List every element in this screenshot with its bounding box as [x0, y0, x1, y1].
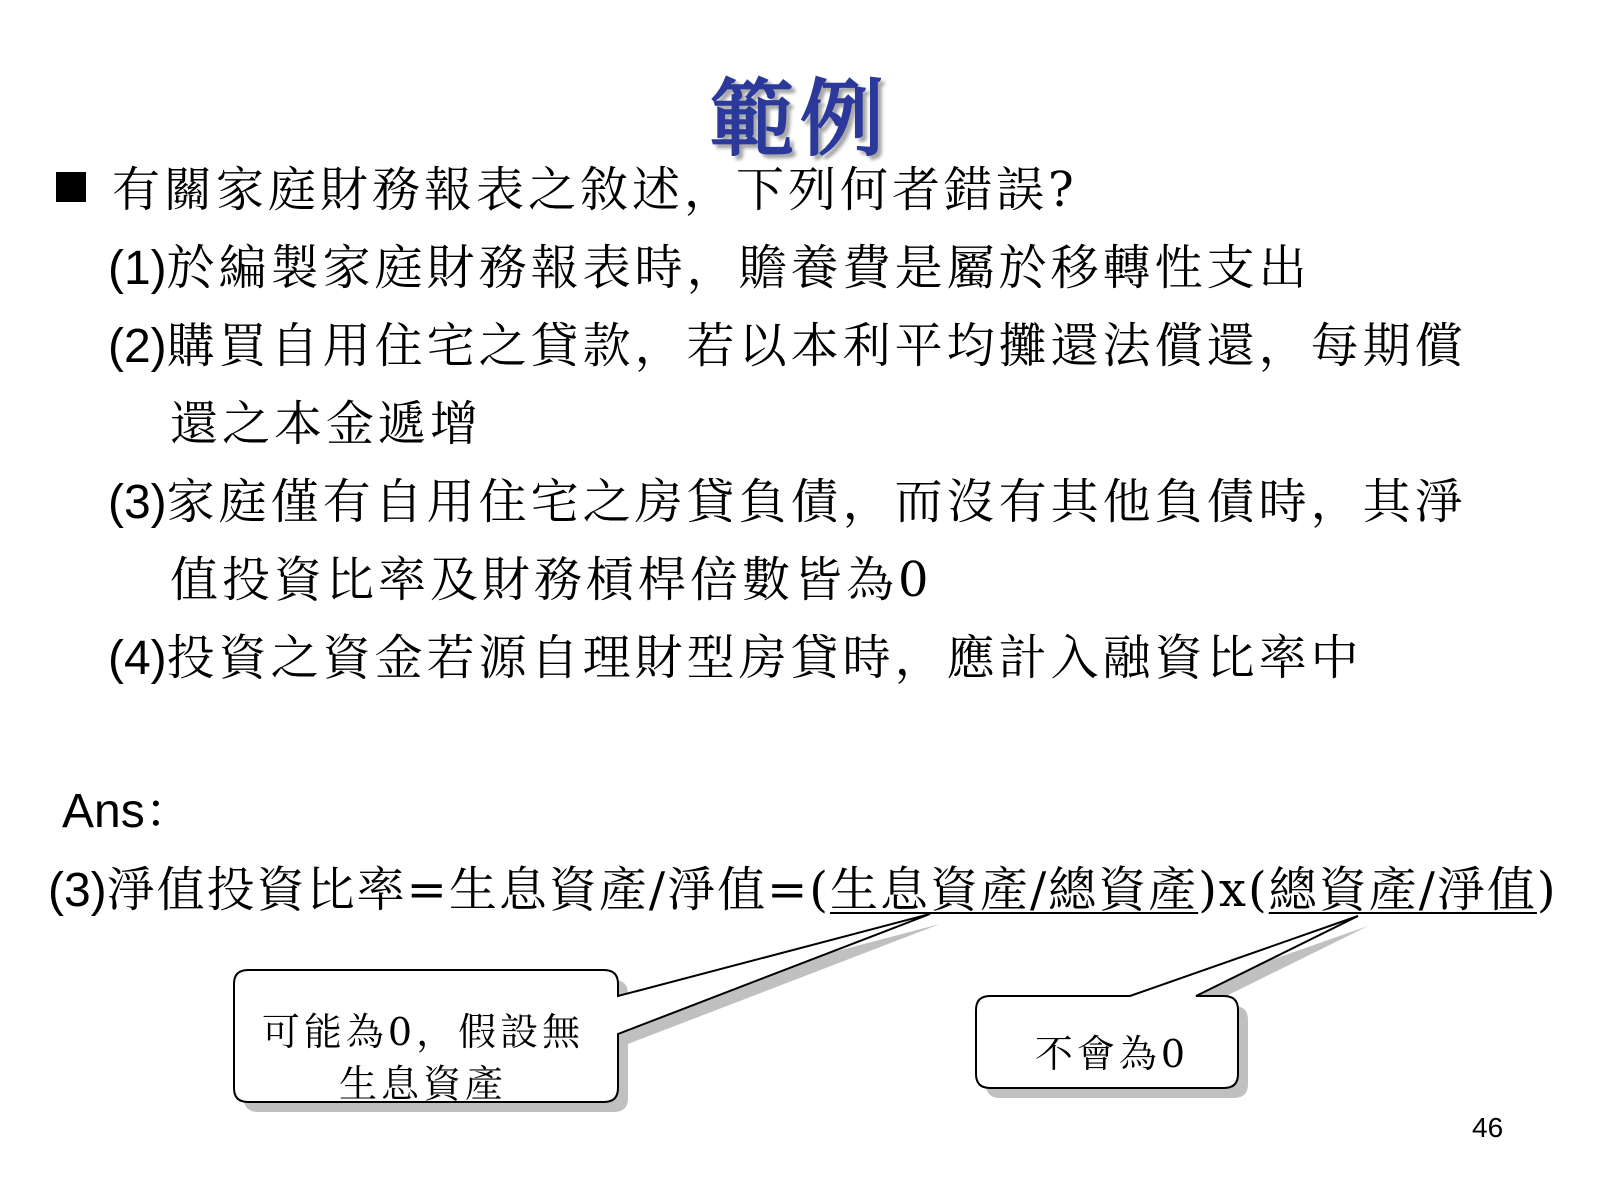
option-number: (1)	[108, 242, 167, 295]
callout-left-line-1: 可能為0，假設無	[261, 1010, 585, 1054]
option-3-continued: 值投資比率及財務槓桿倍數皆為0	[170, 552, 933, 608]
callout-left-text	[236, 1006, 610, 1110]
option-text: 家庭僅有自用住宅之房貸負債，而沒有其他負債時，其淨	[166, 474, 1467, 530]
option-number: (2)	[108, 320, 167, 373]
formula-part-3: )	[1536, 862, 1558, 918]
formula-number: (3)	[48, 864, 107, 917]
option-text: 購買自用住宅之貸款，若以本利平均攤還法償還，每期償	[166, 318, 1467, 374]
formula-underlined-1: 生息資產/總資產	[830, 862, 1199, 918]
option-2-continued: 還之本金遞增	[170, 396, 483, 452]
answer-label: Ans：	[62, 785, 193, 838]
option-text: 於編製家庭財務報表時，贍養費是屬於移轉性支出	[166, 240, 1311, 296]
page-number: 46	[1472, 1112, 1504, 1143]
option-number: (4)	[108, 632, 167, 685]
formula-part-2: )x(	[1198, 862, 1269, 918]
option-number: (3)	[108, 476, 167, 529]
question-text: 有關家庭財務報表之敘述，下列何者錯誤?	[112, 162, 1078, 218]
callout-right-text: 不會為0	[1034, 1032, 1190, 1076]
formula-underlined-2: 總資產/淨值	[1268, 862, 1537, 918]
callout-left-line-2: 生息資產	[338, 1062, 507, 1106]
formula-part-1: 淨值投資比率=生息資產/淨值=(	[106, 862, 831, 918]
slide-title: 範例	[709, 69, 890, 168]
option-text: 投資之資金若源自理財型房貸時，應計入融資比率中	[166, 630, 1363, 686]
